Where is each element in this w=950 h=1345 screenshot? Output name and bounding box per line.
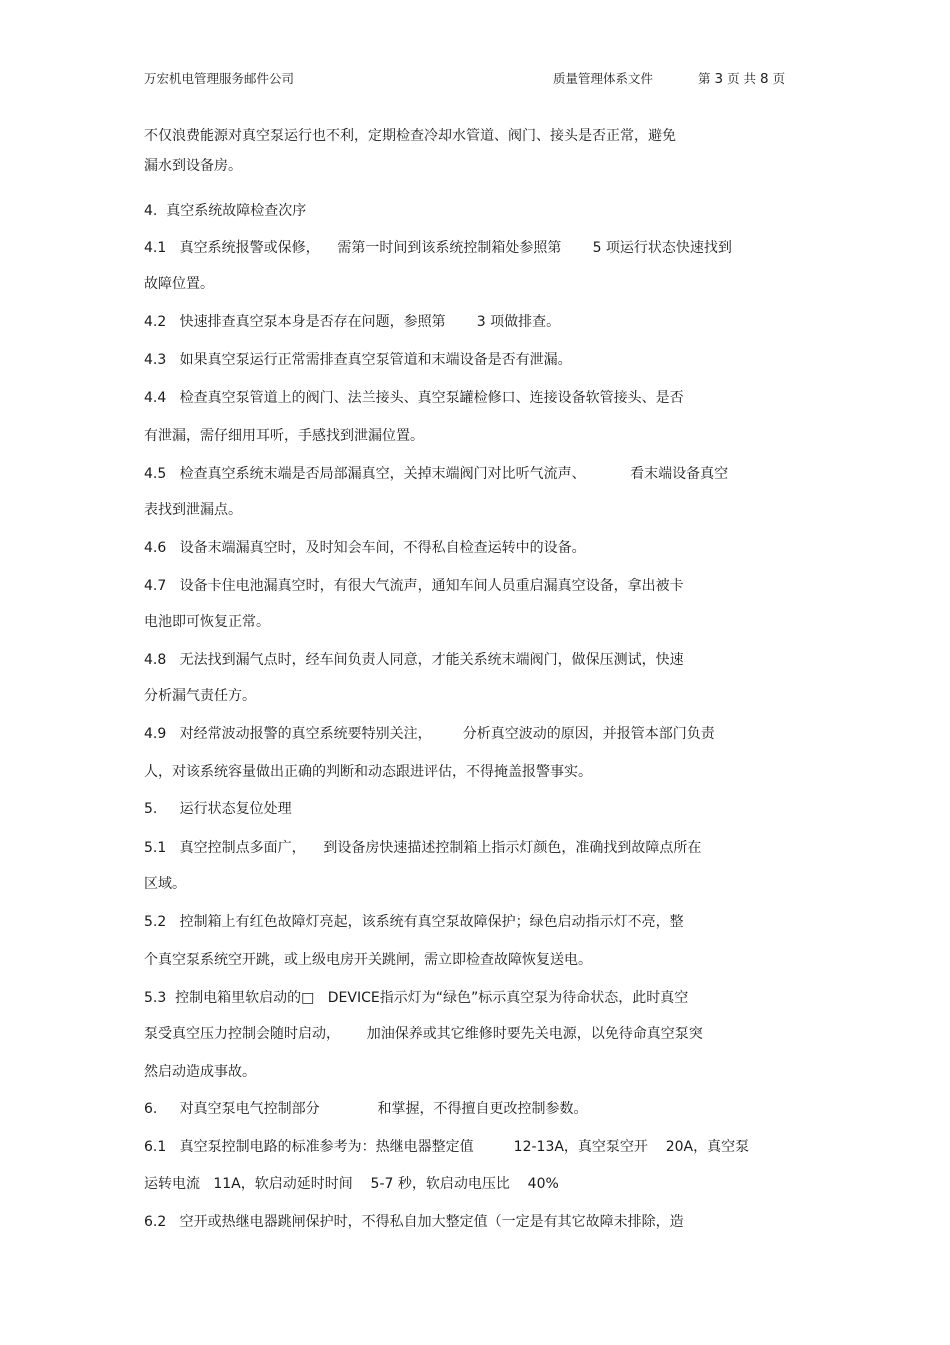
text-line: 表找到泄漏点。	[144, 502, 242, 518]
text-line: 区域。	[144, 876, 186, 892]
document-type: 质量管理体系文件	[553, 71, 654, 86]
text-line: 漏水到设备房。	[144, 158, 242, 174]
text-line: 5. 运行状态复位处理	[144, 801, 292, 817]
page-label-mid: 页 共	[727, 71, 757, 86]
text-line: 运转电流 11A，软启动延时时间 5-7 秒，软启动电压比 40%	[144, 1176, 559, 1192]
page-indicator	[698, 69, 785, 87]
text-line: 4.6 设备末端漏真空时，及时知会车间，不得私自检查运转中的设备。	[144, 540, 586, 556]
text-line: 5.1 真空控制点多面广， 到设备房快速描述控制箱上指示灯颜色，准确找到故障点所在	[144, 840, 702, 856]
text-line: 6.1 真空泵控制电路的标准参考为：热继电器整定值 12-13A，真空泵空开 20A，真空泵	[144, 1139, 750, 1155]
text-line: 5.3 控制电箱里软启动的□ DEVICE指示灯为“绿色”标示真空泵为待命状态，此时真空	[144, 990, 689, 1006]
text-line: 泵受真空压力控制会随时启动， 加油保养或其它维修时要先关电源，以免待命真空泵突	[144, 1026, 703, 1042]
text-line: 4.2 快速排查真空泵本身是否存在问题，参照第 3 项做排查。	[144, 314, 561, 330]
page-current: 3	[714, 71, 724, 87]
page-label-post: 页	[772, 71, 786, 86]
text-line: 个真空泵系统空开跳，或上级电房开关跳闸，需立即检查故障恢复送电。	[144, 952, 592, 968]
text-line: 6. 对真空泵电气控制部分 和掌握，不得擅自更改控制参数。	[144, 1101, 588, 1117]
text-line: 6.2 空开或热继电器跳闸保护时，不得私自加大整定值（一定是有其它故障未排除，造	[144, 1214, 684, 1230]
text-line: 4.1 真空系统报警或保修， 需第一时间到该系统控制箱处参照第 5 项运行状态快速找到	[144, 240, 732, 256]
text-line: 4. 真空系统故障检查次序	[144, 203, 307, 219]
text-line: 4.7 设备卡住电池漏真空时，有很大气流声，通知车间人员重启漏真空设备，拿出被卡	[144, 578, 684, 594]
text-line: 4.4 检查真空泵管道上的阀门、法兰接头、真空泵罐检修口、连接设备软管接头、是否	[144, 390, 684, 406]
text-line: 然启动造成事故。	[144, 1064, 256, 1080]
page-label-pre: 第	[698, 71, 711, 86]
text-line: 4.8 无法找到漏气点时，经车间负责人同意，才能关系统末端阀门，做保压测试，快速	[144, 652, 684, 668]
text-line: 人，对该系统容量做出正确的判断和动态跟进评估，不得掩盖报警事实。	[144, 764, 592, 780]
page-total: 8	[760, 71, 769, 87]
text-line: 有泄漏，需仔细用耳听，手感找到泄漏位置。	[144, 428, 424, 444]
text-line: 电池即可恢复正常。	[144, 614, 270, 630]
text-line: 分析漏气责任方。	[144, 688, 256, 704]
company-name: 万宏机电管理服务邮件公司	[144, 71, 295, 86]
text-line: 5.2 控制箱上有红色故障灯亮起，该系统有真空泵故障保护；绿色启动指示灯不亮，整	[144, 914, 684, 930]
text-line: 不仅浪费能源对真空泵运行也不利，定期检查冷却水管道、阀门、接头是否正常，避免	[144, 128, 676, 144]
text-line: 4.9 对经常波动报警的真空系统要特别关注， 分析真空波动的原因，并报管本部门负责	[144, 726, 715, 742]
text-line: 4.5 检查真空系统末端是否局部漏真空，关掉末端阀门对比听气流声、 看末端设备真空	[144, 466, 729, 482]
text-line: 故障位置。	[144, 276, 214, 292]
text-line: 4.3 如果真空泵运行正常需排查真空泵管道和末端设备是否有泄漏。	[144, 352, 572, 368]
